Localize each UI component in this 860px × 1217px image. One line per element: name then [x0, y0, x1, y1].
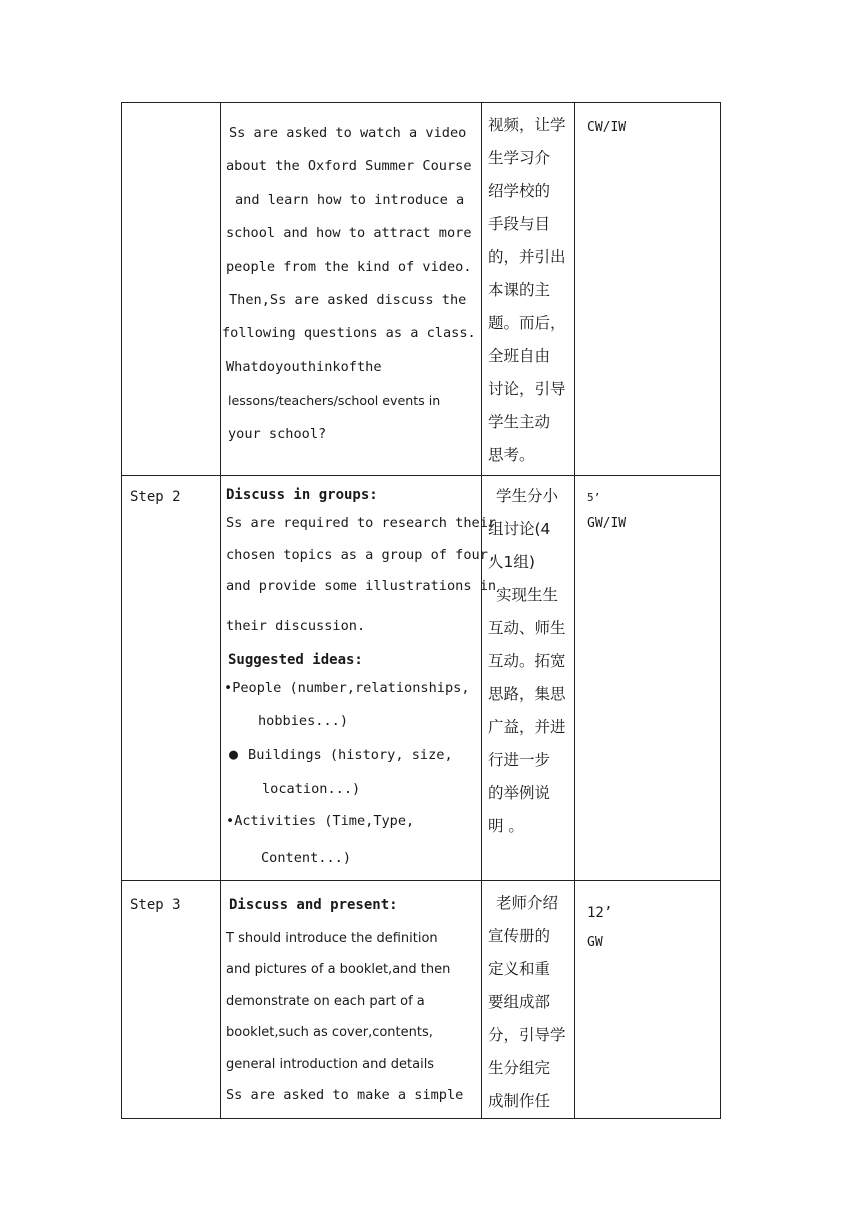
purpose-line: 学生分小	[496, 487, 559, 505]
content-line: and provide some illustrations in	[226, 578, 497, 594]
content-line: and pictures of a booklet,and then	[226, 962, 451, 977]
idea-item: •People (number,relationships,	[224, 671, 479, 705]
purpose-line: 行进一步	[488, 751, 551, 769]
purpose-cell	[482, 103, 575, 476]
content-line: about the Oxford Summer Course	[226, 158, 472, 175]
section-heading: Discuss in groups:	[226, 487, 378, 503]
content-line: people from the kind of video.	[226, 258, 472, 275]
content-cell	[221, 476, 497, 881]
purpose-line: 分，引导学	[488, 1025, 566, 1044]
purpose-line: 思考。	[488, 446, 535, 464]
idea-item: ● Buildings (history, size,	[226, 737, 479, 772]
purpose-line: 学生主动	[488, 413, 551, 431]
content-line: booklet,such as cover,contents,	[226, 1025, 433, 1040]
content-line: general introduction and details	[226, 1056, 435, 1072]
purpose-line: 的举例说	[488, 784, 551, 802]
purpose-line: 生分组完	[488, 1058, 551, 1077]
content-line: T should introduce the definition	[226, 930, 438, 946]
table-row	[122, 880, 721, 1118]
content-cell	[221, 880, 482, 1118]
content-cell	[221, 103, 482, 476]
idea-item-cont: hobbies...)	[258, 712, 349, 729]
content-line: demonstrate on each part of a	[226, 993, 425, 1009]
content-line: lessons/teachers/school events in	[228, 393, 441, 409]
mode-label: GW/IW	[587, 516, 627, 531]
idea-item-cont: location...)	[262, 780, 361, 797]
idea-item: •Activities (Time,Type,	[226, 806, 479, 836]
purpose-cell	[482, 476, 575, 881]
purpose-line: 本课的主	[488, 281, 551, 299]
purpose-line: 组讨论(4	[488, 520, 551, 538]
notes-cell	[575, 476, 721, 881]
step-label: Step 3	[130, 896, 181, 913]
content-line: chosen topics as a group of four,	[226, 546, 497, 563]
step-label: Step 2	[130, 489, 181, 505]
mode-label: CW/IW	[587, 120, 627, 135]
bullet-icon: •	[224, 679, 233, 696]
content-line: Ss are asked to watch a video	[229, 125, 467, 141]
mode-label: GW	[587, 934, 603, 950]
purpose-line: 题。而后，	[488, 314, 566, 332]
content-line: and learn how to introduce a	[235, 191, 465, 208]
purpose-line: 生学习介	[488, 149, 551, 167]
step-cell	[122, 103, 221, 476]
step-cell	[122, 476, 221, 881]
purpose-line: 实现生生	[496, 586, 559, 604]
content-line: Ss are required to research their	[226, 515, 497, 531]
purpose-line: 讨论，引导	[488, 380, 566, 398]
section-subheading: Suggested ideas:	[228, 651, 363, 668]
purpose-line: 全班自由	[488, 347, 551, 365]
idea-item-cont: Content...)	[261, 849, 352, 866]
bullet-icon: ●	[229, 744, 239, 763]
table-row	[122, 476, 721, 881]
content-line: your school?	[228, 425, 327, 442]
purpose-line: 要组成部	[488, 992, 551, 1011]
notes-cell	[575, 880, 721, 1118]
step-cell	[122, 880, 221, 1118]
purpose-line: 人1组)	[488, 553, 535, 571]
purpose-cell	[482, 880, 575, 1118]
table-row	[122, 103, 721, 476]
content-line: their discussion.	[226, 617, 366, 634]
purpose-line: 明 。	[488, 817, 524, 835]
step-label	[122, 103, 220, 115]
purpose-line: 视频，让学	[488, 116, 566, 134]
content-line: school and how to attract more	[226, 225, 472, 242]
lesson-plan-table	[121, 102, 721, 1119]
notes-cell	[575, 103, 721, 476]
content-line: following questions as a class.	[222, 325, 476, 342]
purpose-line: 思路，集思	[488, 685, 566, 703]
purpose-line: 互动、师生	[488, 619, 566, 637]
purpose-line: 绍学校的	[488, 182, 551, 200]
purpose-line: 定义和重	[488, 959, 551, 978]
purpose-line: 的，并引出	[488, 248, 566, 266]
purpose-line: 广益，并进	[488, 718, 566, 736]
content-line: Whatdoyouthinkofthe	[226, 358, 382, 375]
duration-label: 12’	[587, 904, 613, 921]
section-heading: Discuss and present:	[229, 896, 398, 913]
purpose-line: 老师介绍	[496, 893, 559, 912]
purpose-line: 成制作任	[488, 1091, 551, 1110]
content-line: Then,Ss are asked discuss the	[229, 292, 467, 309]
purpose-line: 手段与目	[488, 215, 551, 233]
duration-label: 5’	[587, 491, 601, 504]
purpose-line: 宣传册的	[488, 926, 551, 945]
purpose-line: 互动。拓宽	[488, 652, 566, 670]
bullet-icon: •	[226, 812, 235, 829]
content-line: Ss are asked to make a simple	[226, 1087, 464, 1103]
